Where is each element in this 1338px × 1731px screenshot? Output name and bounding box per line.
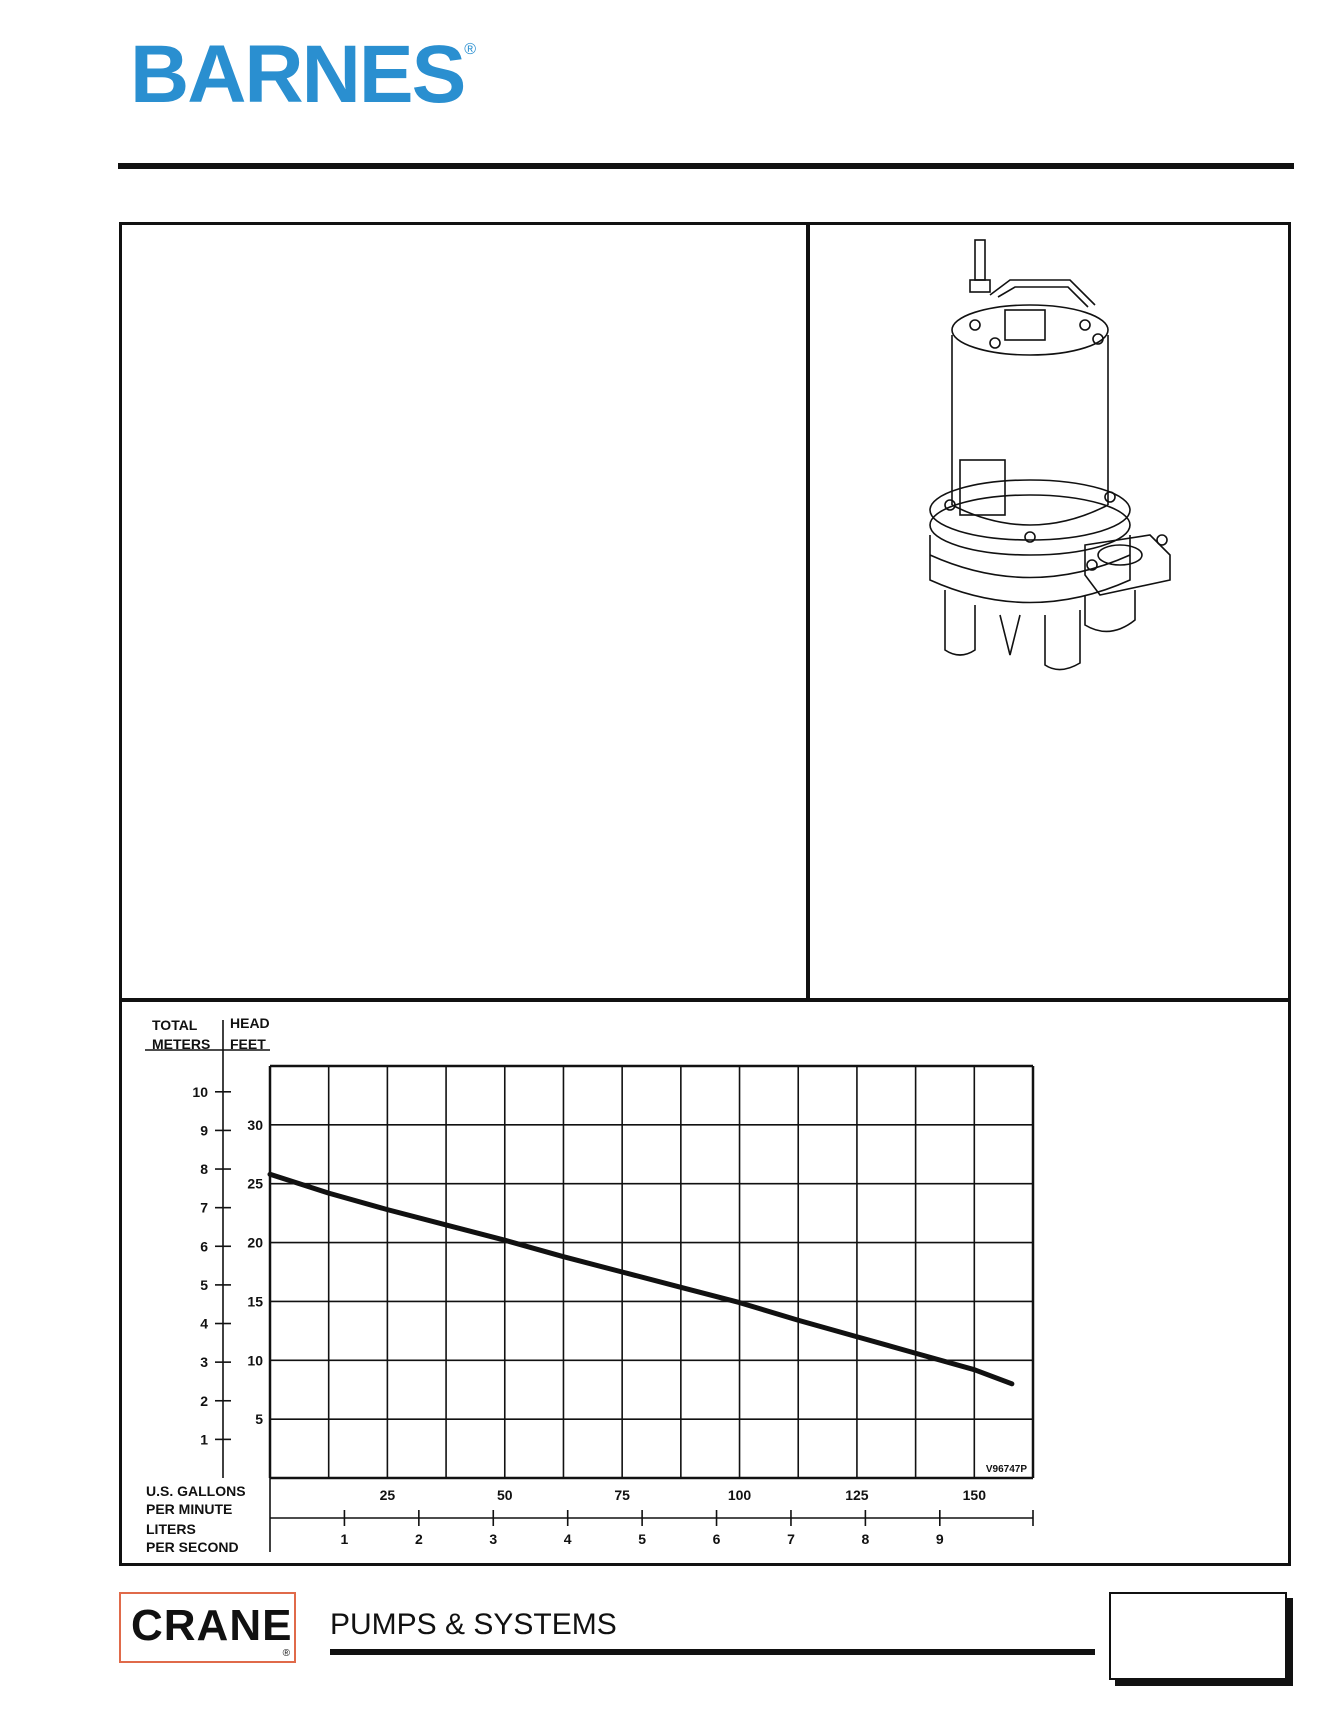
y-feet-tick-label: 30 [247,1116,263,1133]
y-meters-tick-label: 8 [200,1161,208,1178]
division-name: PUMPS & SYSTEMS [330,1608,617,1641]
x-gpm-tick-label: 50 [496,1487,513,1503]
x-gpm-tick-label: 150 [962,1487,986,1503]
x-lps-tick-label: 4 [563,1531,572,1547]
head-header-meters: METERS [152,1036,211,1052]
footer-rule [330,1649,1095,1655]
x-gpm-tick-label: 75 [614,1487,630,1503]
y-feet-tick-label: 10 [247,1352,263,1369]
y-feet-tick-label: 25 [247,1175,263,1192]
x-lps-label-line1: LITERS [146,1521,196,1537]
y-meters-tick-label: 5 [200,1276,208,1293]
corner-box [1109,1592,1287,1680]
x-lps-tick-label: 1 [340,1531,349,1547]
x-lps-tick-label: 5 [638,1531,647,1547]
x-lps-tick-label: 8 [861,1531,870,1547]
y-meters-tick-label: 10 [192,1083,208,1100]
y-meters-tick-label: 3 [200,1354,208,1371]
brand-reg-mark: ® [464,41,477,58]
x-lps-tick-label: 7 [787,1531,795,1547]
crane-reg-mark: ® [282,1648,290,1659]
x-lps-label-line2: PER SECOND [146,1539,239,1555]
x-gpm-tick-label: 25 [379,1487,396,1503]
x-lps-tick-label: 2 [414,1531,423,1547]
y-meters-tick-label: 7 [200,1199,208,1216]
x-lps-tick-label: 9 [935,1531,944,1547]
y-meters-tick-label: 2 [200,1392,208,1409]
crane-name: CRANE [131,1601,293,1650]
y-feet-tick-label: 15 [247,1293,263,1310]
y-meters-tick-label: 4 [200,1315,208,1332]
x-gpm-tick-label: 100 [727,1487,752,1503]
performance-curve [270,1174,1012,1384]
crane-logo [119,1592,296,1663]
y-meters-tick-label: 9 [200,1122,208,1139]
head-header-feet: FEET [230,1036,266,1052]
head-header-total: TOTAL [152,1017,198,1033]
x-gpm-label-line2: PER MINUTE [146,1501,233,1517]
x-gpm-label-line1: U.S. GALLONS [146,1483,246,1499]
x-lps-tick-label: 3 [489,1531,498,1547]
y-feet-tick-label: 5 [255,1411,263,1428]
head-header-head: HEAD [230,1015,270,1031]
x-gpm-tick-label: 125 [845,1487,869,1503]
y-meters-tick-label: 6 [200,1238,208,1255]
x-lps-tick-label: 6 [712,1531,721,1547]
y-feet-tick-label: 20 [247,1234,263,1251]
y-meters-tick-label: 1 [200,1431,208,1448]
drawing-code: V96747P [985,1464,1027,1475]
brand-name: BARNES [130,29,465,120]
